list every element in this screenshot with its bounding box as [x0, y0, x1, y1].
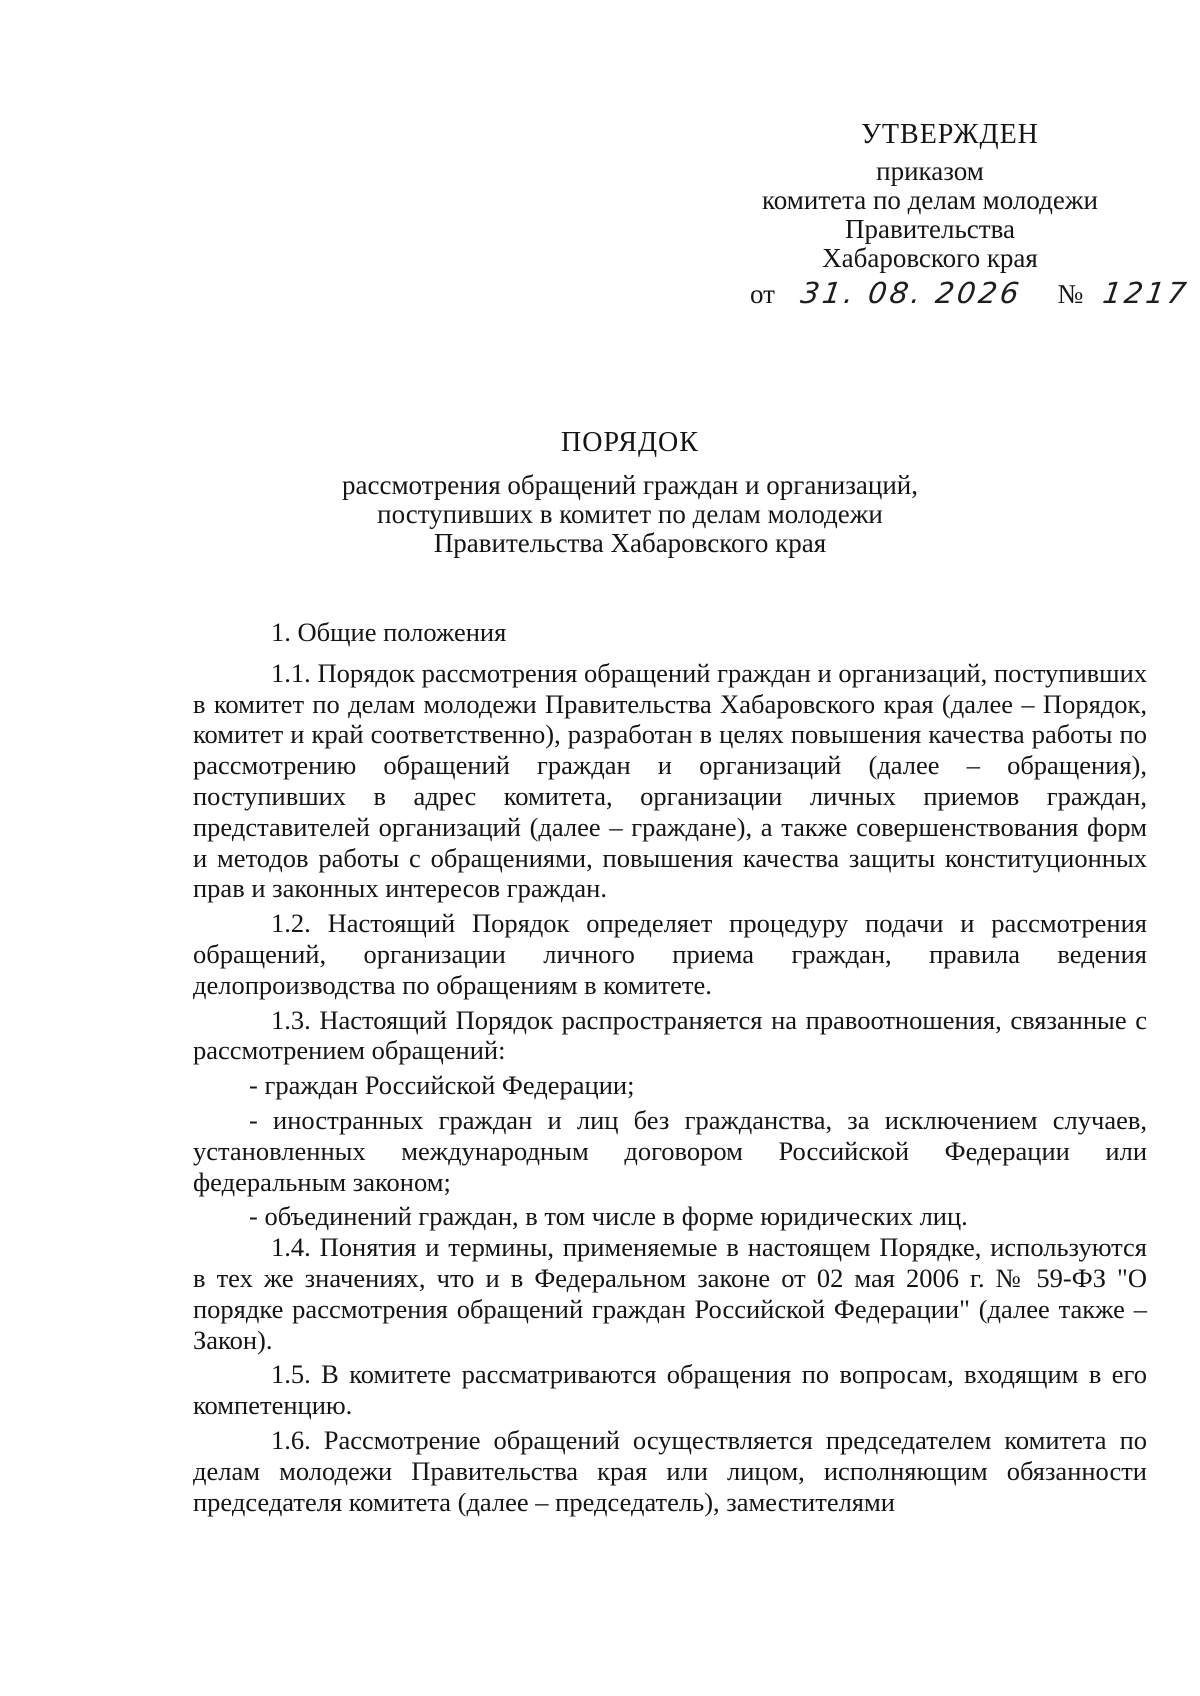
paragraph-1-1: 1.1. Порядок рассмотрения обращений граждан и организаций, поступивших в комитет по делам молодежи Правительства Хабаровского края (далее – Порядок, комитет и край соответственно), разработан в целях повышения качества работы по рассмотрению обращений граждан и организаций (далее – обращения), поступивших в адрес комитета, организации личных приемов граждан, представителей организаций (далее – граждане), а также совершенствования форм и методов работы с обращениями, повышения качества защиты конституционных прав и законных интересов граждан.	[193, 657, 1147, 904]
approval-line: Правительства	[845, 214, 1015, 244]
approval-line: комитета по делам молодежи	[762, 185, 1098, 215]
document-title-block	[230, 428, 1030, 558]
section-heading: 1. Общие положения	[271, 617, 507, 647]
paragraph-1-5: 1.5. В комитете рассматриваются обращения по вопросам, входящим в его компетенцию.	[193, 1359, 1147, 1421]
approval-line: Хабаровского края	[822, 243, 1038, 273]
document-body	[193, 617, 1147, 1517]
document-title: ПОРЯДОК	[561, 427, 699, 458]
list-item: - иностранных граждан и лиц без гражданства, за исключением случаев, установленных международным договором Российской Федерации или федеральным законом;	[193, 1104, 1147, 1197]
number-sign: №	[1057, 279, 1084, 309]
list-item: - объединений граждан, в том числе в форме юридических лиц.	[249, 1201, 968, 1232]
approval-line: приказом	[876, 156, 984, 186]
approval-heading: УТВЕРЖДЕН	[861, 119, 1039, 150]
list-item: - граждан Российской Федерации;	[249, 1070, 635, 1101]
document-subtitle-line: Правительства Хабаровского края	[433, 528, 827, 558]
approval-block	[700, 119, 1192, 319]
handwritten-date: 31. 08. 2026	[798, 276, 1024, 310]
document-subtitle-line: поступивших в комитет по делам молодежи	[377, 499, 883, 529]
document-subtitle-line: рассмотрения обращений граждан и организаций,	[342, 470, 918, 500]
paragraph-1-4: 1.4. Понятия и термины, применяемые в настоящем Порядке, используются в тех же значениях, что и в Федеральном законе от 02 мая 2006 г. № 59-ФЗ "О порядке рассмотрения обращений граждан Российской Федерации" (далее также – Закон).	[193, 1232, 1147, 1355]
paragraph-1-3: 1.3. Настоящий Порядок распространяется на правоотношения, связанные с рассмотрением обращений:	[193, 1004, 1147, 1066]
paragraph-1-6: 1.6. Рассмотрение обращений осуществляется председателем комитета по делам молодежи Правительства края или лицом, исполняющим обязанности председателя комитета (далее – председатель), заместителями	[193, 1424, 1147, 1517]
date-prefix: от	[750, 279, 775, 309]
paragraph-1-2: 1.2. Настоящий Порядок определяет процедуру подачи и рассмотрения обращений, организации личного приема граждан, правила ведения делопроизводства по обращениям в комитете.	[193, 908, 1147, 1000]
approval-date-row	[700, 276, 1192, 319]
handwritten-order-number: 1217	[1100, 276, 1192, 310]
